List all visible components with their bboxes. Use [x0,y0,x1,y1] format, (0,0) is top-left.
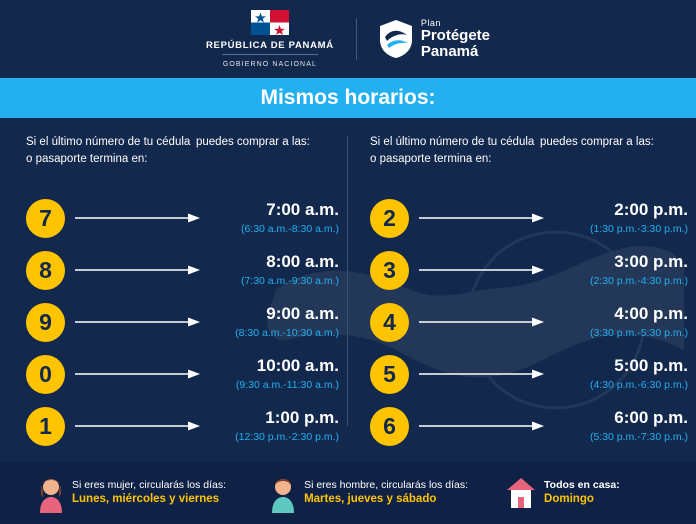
time-main: 7:00 a.m. [266,200,339,220]
digit-badge: 0 [26,355,65,394]
time-cell [548,305,688,339]
time-main: 6:00 p.m. [614,408,688,428]
time-range: (5:30 p.m.-7:30 p.m.) [589,430,688,443]
footer-home-top: Todos en casa: [544,479,620,492]
arrow-icon [419,264,544,276]
footer-men-bottom: Martes, jueves y sábado [304,493,437,506]
digit-badge: 7 [26,199,65,238]
schedule-rows-left [26,192,348,452]
plan-block [379,19,490,60]
footer-item-home [506,476,620,510]
shield-icon [379,19,413,59]
column-headings-right [370,134,696,192]
digit-badge: 1 [26,407,65,446]
arrow-icon [419,212,544,224]
footer-item-men [270,473,468,513]
arrow-icon [75,316,200,328]
time-main: 5:00 p.m. [614,356,688,376]
time-cell [548,409,688,443]
panama-flag-icon [251,10,289,35]
arrow-icon [75,212,200,224]
footer-women-bottom: Lunes, miércoles y viernes [72,493,220,506]
time-range: (6:30 a.m.-8:30 a.m.) [240,222,339,235]
title-bar [0,78,696,118]
table-row [26,192,348,244]
republic-subtitle: GOBIERNO NACIONAL [222,61,317,68]
digit-badge: 4 [370,303,409,342]
time-range: (3:30 p.m.-5:30 p.m.) [589,326,688,339]
digit-badge: 3 [370,251,409,290]
time-cell [204,253,339,287]
time-range: (4:30 p.m.-6:30 p.m.) [589,378,688,391]
footer-home-bottom: Domingo [544,493,594,506]
footer-text-men [304,478,468,508]
column-head-id-right: Si el último número de tu cédula o pasaporte termina en: [370,136,535,165]
woman-avatar-icon [38,473,64,513]
time-cell [548,201,688,235]
time-main: 9:00 a.m. [266,304,339,324]
footer-text-women [72,478,226,508]
plan-small-label: Plan [420,17,441,28]
house-icon [506,476,536,510]
time-range: (1:30 p.m.-3:30 p.m.) [589,222,688,235]
table-row [370,244,696,296]
time-main: 10:00 a.m. [256,356,339,376]
table-row [370,348,696,400]
time-cell [204,409,339,443]
table-row [26,348,348,400]
time-main: 2:00 p.m. [614,200,688,220]
table-row [370,192,696,244]
page-header [0,0,696,78]
column-head-id-left: Si el último número de tu cédula o pasaporte termina en: [26,136,191,165]
footer-men-top: Si eres hombre, circularás los días: [304,479,469,492]
column-headings-left [26,134,348,192]
column-head-time-left: puedes comprar a las: [196,136,310,148]
column-head-time-right: puedes comprar a las: [540,136,654,148]
digit-badge: 5 [370,355,409,394]
digit-badge: 8 [26,251,65,290]
table-row [26,244,348,296]
arrow-icon [75,368,200,380]
time-cell [548,253,688,287]
arrow-icon [419,368,544,380]
time-range: (7:30 a.m.-9:30 a.m.) [240,274,339,287]
plan-line-1: Protégete [420,26,491,44]
schedule-content [0,118,696,448]
table-row [370,400,696,452]
schedule-column-left [0,134,348,448]
arrow-icon [75,264,200,276]
digit-badge: 9 [26,303,65,342]
plan-text [421,19,490,60]
time-range: (9:30 a.m.-11:30 a.m.) [235,378,339,391]
page-title: Mismos horarios: [260,86,436,109]
arrow-icon [75,420,200,432]
footer-item-women [38,473,226,513]
footer-women-top: Si eres mujer, circularás los días: [72,479,227,492]
digit-badge: 2 [370,199,409,238]
plan-line-2: Panamá [420,42,479,60]
time-cell [548,357,688,391]
man-avatar-icon [270,473,296,513]
time-cell [204,305,339,339]
republic-block [206,10,334,68]
time-cell [204,357,339,391]
time-range: (8:30 a.m.-10:30 a.m.) [235,326,339,339]
time-range: (2:30 p.m.-4:30 p.m.) [589,274,688,287]
header-rule [222,54,318,55]
schedule-rows-right [370,192,696,452]
time-cell [204,201,339,235]
digit-badge: 6 [370,407,409,446]
time-main: 1:00 p.m. [265,408,339,428]
header-divider [356,18,357,60]
footer-text-home [544,478,620,508]
table-row [26,296,348,348]
arrow-icon [419,420,544,432]
schedule-column-right [348,134,696,448]
table-row [370,296,696,348]
time-main: 8:00 a.m. [266,252,339,272]
republic-title: REPÚBLICA DE PANAMÁ [205,40,334,51]
arrow-icon [419,316,544,328]
time-main: 3:00 p.m. [614,252,688,272]
time-range: (12:30 p.m.-2:30 p.m.) [235,430,339,443]
table-row [26,400,348,452]
time-main: 4:00 p.m. [614,304,688,324]
page-footer [0,462,696,524]
